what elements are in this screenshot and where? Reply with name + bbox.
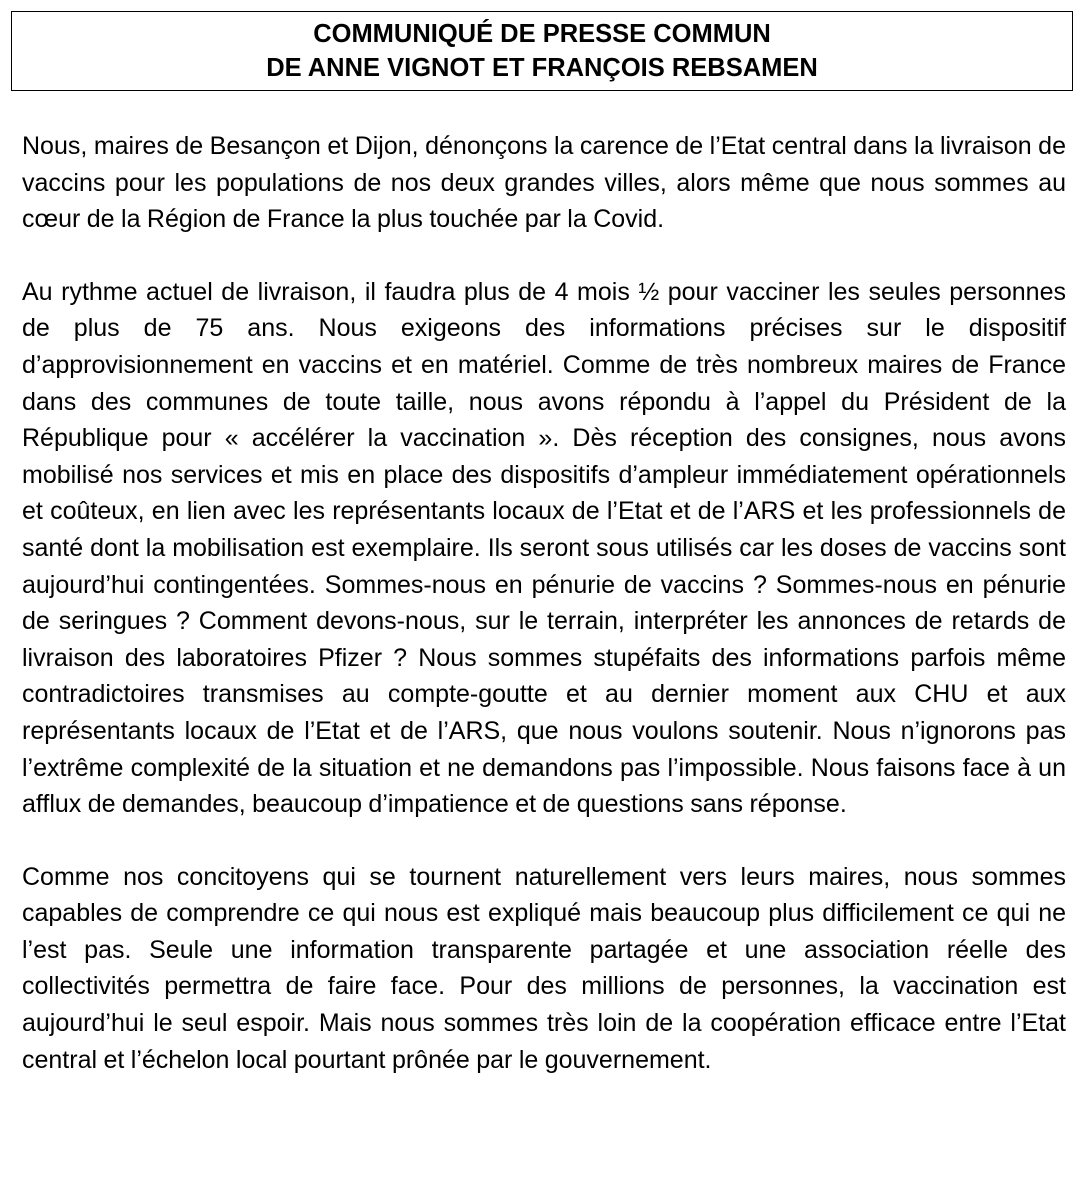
paragraph-3: Comme nos concitoyens qui se tournent naturellement vers leurs maires, nous sommes capables de comprendre ce qui nous est expliqué mais beaucoup plus difficilement ce qui ne l’est pas. Seule une information transparente partagée et une association réelle des collectivités permettra de faire face. Pour des millions de personnes, la vaccination est aujourd’hui le seul espoir. Mais nous sommes très loin de la coopération efficace entre l’Etat central et l’échelon local pourtant prônée par le gouvernement. bbox=[22, 862, 1066, 1074]
title-line-2: DE ANNE VIGNOT ET FRANÇOIS REBSAMEN bbox=[266, 54, 818, 82]
paragraph-2: Au rythme actuel de livraison, il faudra plus de 4 mois ½ pour vacciner les seules personnes de plus de 75 ans. Nous exigeons des informations précises sur le dispositif d’approvisionnement en vaccins et en matériel. Comme de très nombreux maires de France dans des communes de toute taille, nous avons répondu à l’appel du Président de la République pour « accélérer la vaccination ». Dès réception des consignes, nous avons mobilisé nos services et mis en place des dispositifs d’ampleur immédiatement opérationnels et coûteux, en lien avec les représentants locaux de l’Etat et de l’ARS et les professionnels de santé dont la mobilisation est exemplaire. Ils seront sous utilisés car les doses de vaccins sont aujourd’hui contingentées. Sommes-nous en pénurie de vaccins ? Sommes-nous en pénurie de seringues ? Comment devons-nous, sur le terrain, interpréter les annonces de retards de livraison des laboratoires Pfizer ? Nous sommes stupéfaits des informations parfois même contradictoires transmises au compte-goutte et au dernier moment aux CHU et aux représentants locaux de l’Etat et de l’ARS, que nous voulons soutenir. Nous n’ignorons pas l’extrême complexité de la situation et ne demandons pas l’impossible. Nous faisons face à un afflux de demandes, beaucoup d’impatience et de questions sans réponse. bbox=[22, 277, 1066, 819]
press-release-title-box bbox=[11, 11, 1073, 91]
title-line-1: COMMUNIQUÉ DE PRESSE COMMUN bbox=[313, 20, 771, 48]
press-release-body bbox=[22, 128, 1066, 1114]
paragraph-1: Nous, maires de Besançon et Dijon, dénonçons la carence de l’Etat central dans la livraison de vaccins pour les populations de nos deux grandes villes, alors même que nous sommes au cœur de la Région de France la plus touchée par la Covid. bbox=[22, 132, 1066, 234]
